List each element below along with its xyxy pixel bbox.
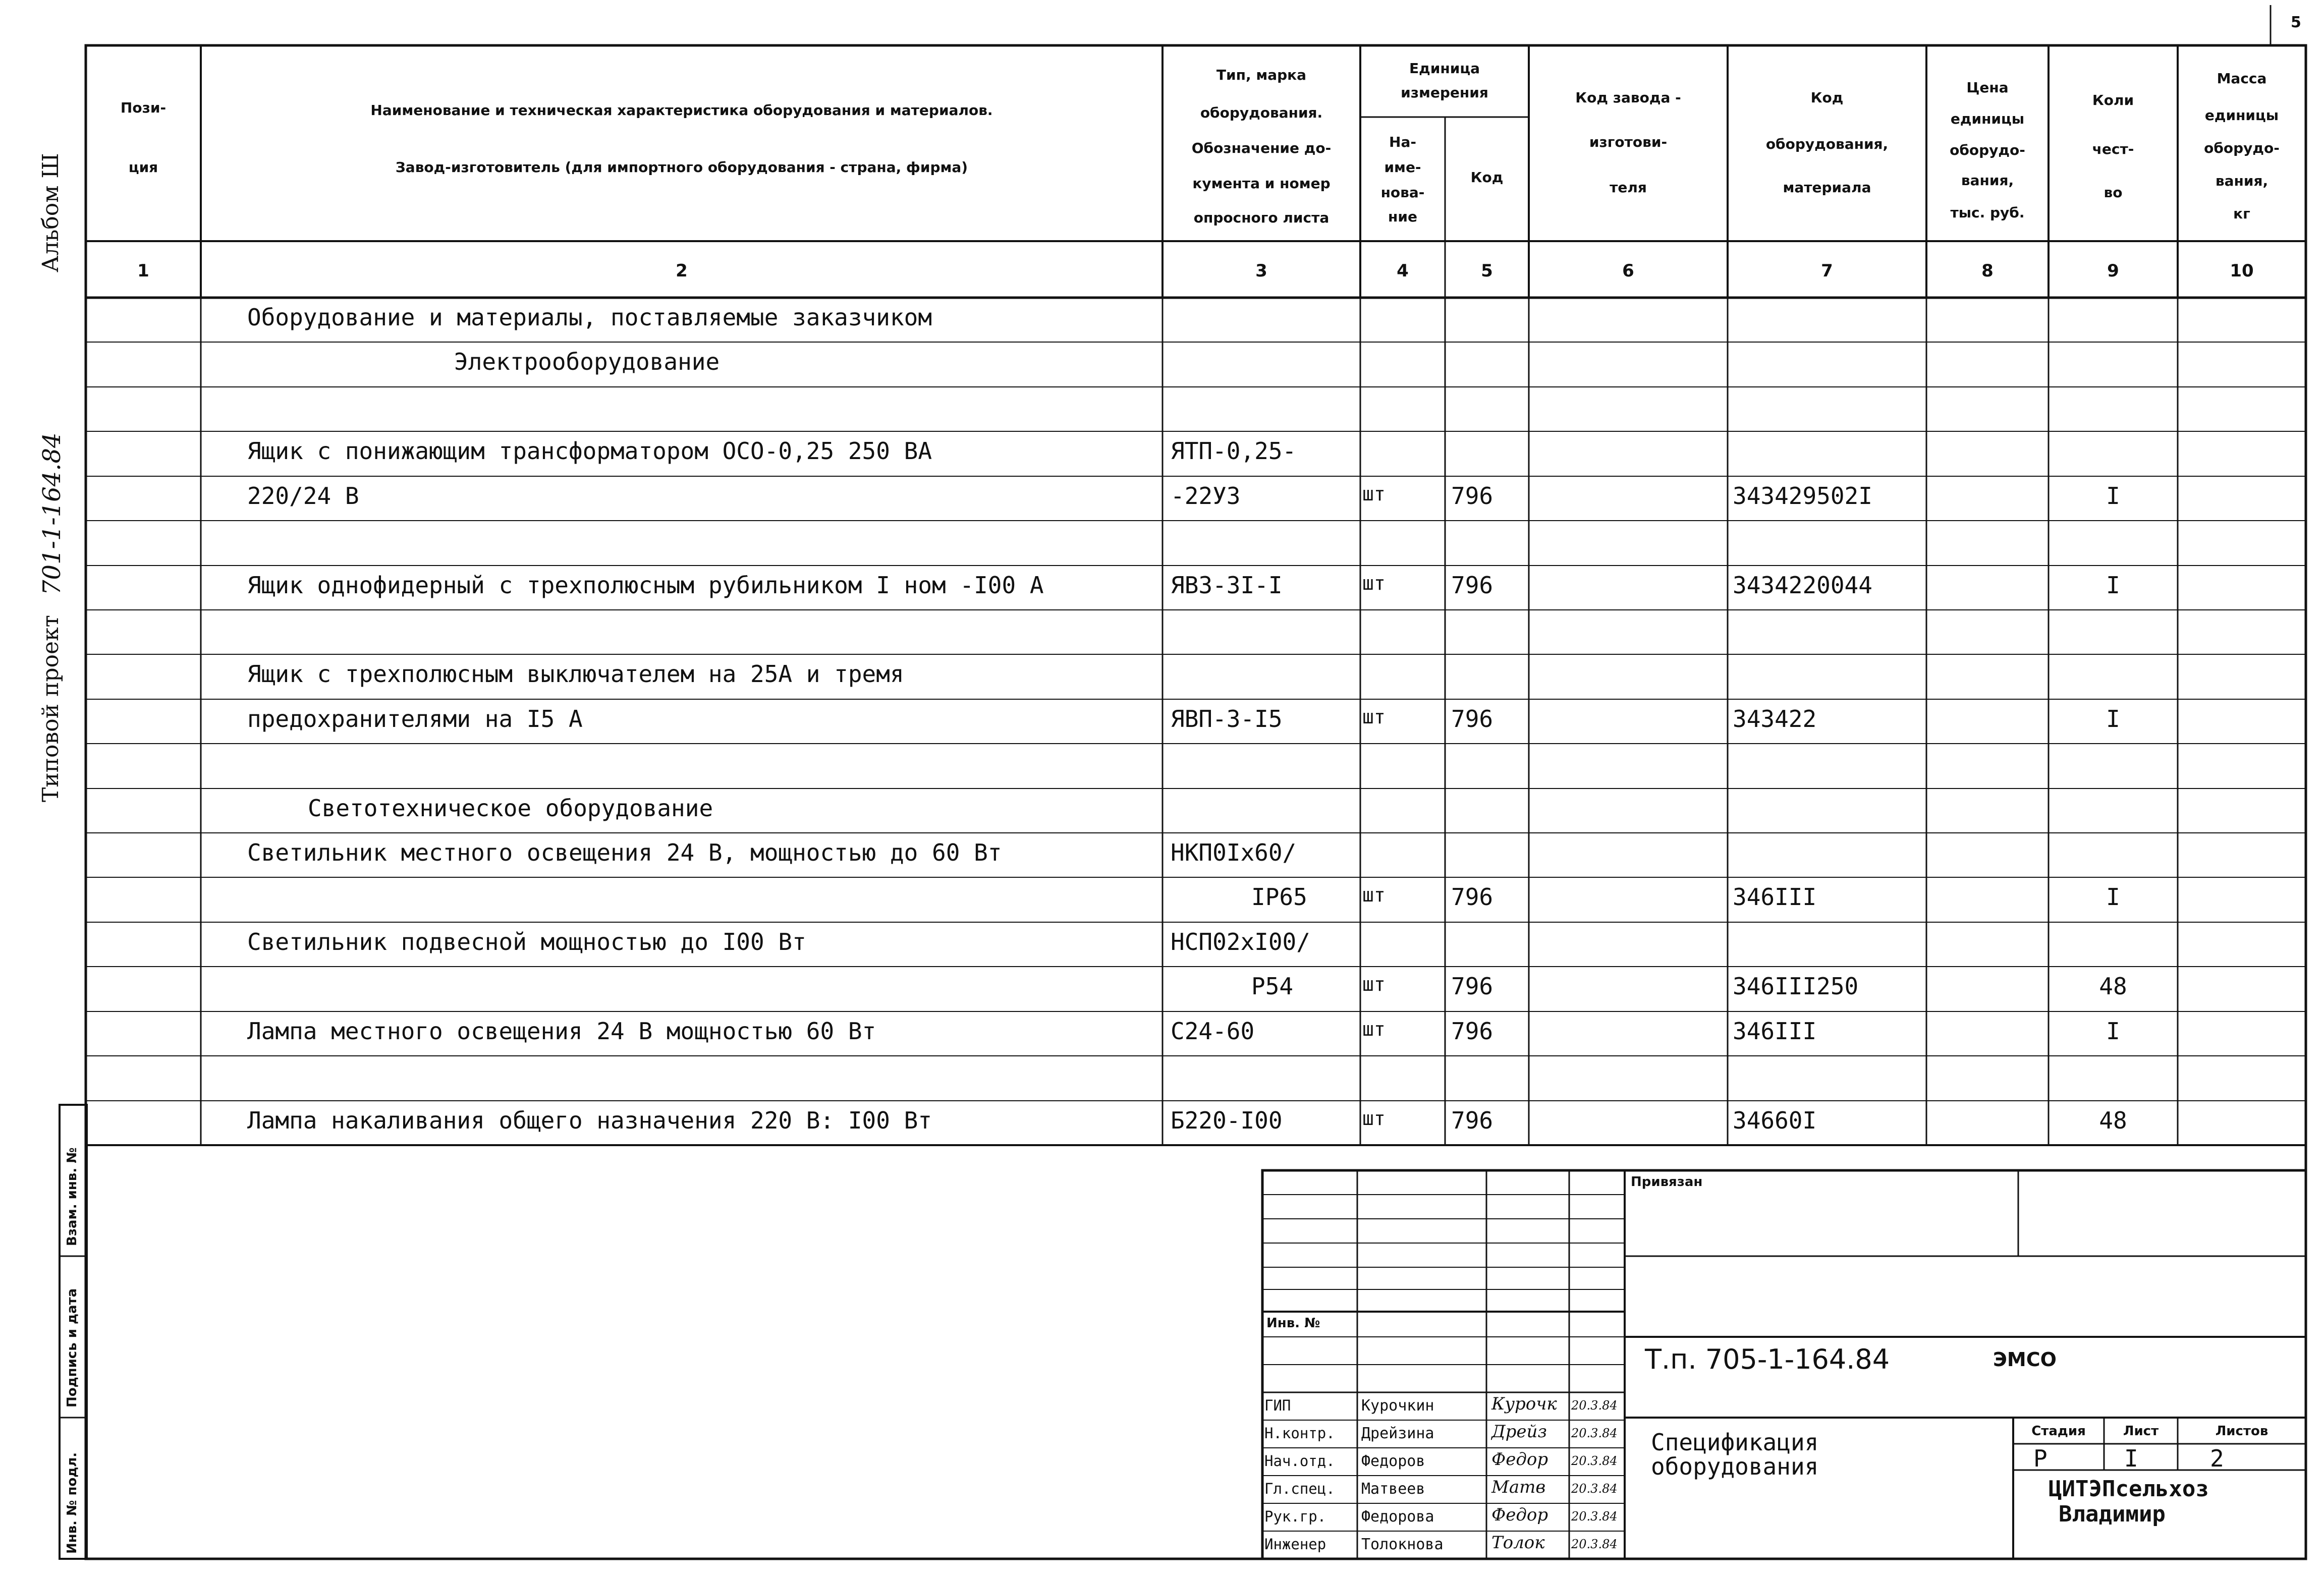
header-col3-line1: Тип, марка [1216,67,1307,83]
stage-value: Р [2033,1445,2048,1472]
row-18-name: Лампа накаливания общего назначения 220 В: I00 Вт [247,1107,932,1134]
row-6-unit: шт [1362,572,1386,594]
row-15-type: Р54 [1251,973,1294,1000]
header-col10-line4: вания, [2215,173,2268,189]
staff-1-sign: Дрейз [1491,1422,1547,1442]
colnum-7: 7 [1821,261,1833,281]
row-6-type: ЯВЗ-3I-I [1171,572,1283,599]
staff-5-sign: Толок [1491,1533,1545,1553]
sheets-value: 2 [2210,1445,2224,1472]
staff-2-name: Федоров [1361,1452,1425,1470]
row-1-name: Электрооборудование [454,348,720,375]
staff-3-role: Гл.спец. [1264,1480,1335,1497]
staff-3-sign: Матв [1491,1477,1546,1497]
row-12-type: НКП0Iх60/ [1171,839,1297,866]
row-11-name: Светотехническое оборудование [308,795,713,822]
header-col7-line2: оборудования, [1765,136,1889,152]
album-label: Альбом Ш [38,153,64,272]
row-15-equip-code: 346III250 [1733,973,1859,1000]
row-6-code: 796 [1451,572,1493,599]
sheet-label: Лист [2123,1424,2159,1439]
colnum-9: 9 [2107,261,2119,281]
org-line1: ЦИТЭПсельхоз [2049,1476,2209,1502]
doc-code: Т.п. 705-1-164.84 [1645,1343,1890,1375]
header-col7-line1: Код [1810,89,1844,106]
header-col8-line4: вания, [1961,172,2014,189]
row-3-name: Ящик с понижающим трансформатором ОСО-0,25 250 ВА [247,437,932,465]
header-unit-line2: измерения [1401,84,1488,101]
row-9-equip-code: 343422 [1733,705,1817,732]
row-18-code: 796 [1451,1107,1493,1134]
project-label: Типовой проект [38,615,64,802]
row-14-type: НСП02хI00/ [1171,928,1310,955]
header-col9-line3: во [2104,184,2123,201]
row-13-code: 796 [1451,883,1493,911]
doc-title-line1: Спецификация [1651,1429,1819,1456]
staff-1-date: 20.3.84 [1571,1426,1618,1440]
row-6-qty: I [2106,572,2120,599]
header-col1-line1: Пози- [120,99,167,116]
row-0-name: Оборудование и материалы, поставляемые заказчиком [247,304,932,331]
staff-0-role: ГИП [1264,1397,1291,1414]
row-9-name: предохранителями на I5 А [247,705,583,732]
row-13-equip-code: 346III [1733,883,1817,911]
staff-2-sign: Федор [1491,1449,1548,1470]
row-4-qty: I [2106,482,2120,510]
row-16-qty: I [2106,1018,2120,1045]
row-13-type: IP65 [1251,883,1307,911]
staff-4-role: Рук.гр. [1264,1508,1326,1525]
header-col7-line3: материала [1783,179,1871,196]
colnum-3: 3 [1255,261,1267,281]
header-col4-line1: На- [1389,134,1416,150]
header-col5: Код [1470,169,1504,186]
row-18-equip-code: 34660I [1733,1107,1817,1134]
page-number: 5 [2291,14,2301,31]
row-6-name: Ящик однофидерный с трехполюсным рубильником I ном -I00 А [247,572,1044,599]
header-col3-line3: Обозначение до- [1191,140,1332,156]
header-col10-line1: Масса [2217,70,2267,87]
stamp-vzam-inv: Взам. инв. № [65,1147,80,1246]
header-col6-line2: изготови- [1589,134,1668,150]
row-18-type: Б220-I00 [1171,1107,1283,1134]
row-14-name: Светильник подвесной мощностью до I00 Вт [247,928,806,955]
staff-0-date: 20.3.84 [1571,1398,1618,1413]
privyazan-label: Привязан [1631,1174,1703,1190]
row-4-code: 796 [1451,482,1493,510]
header-col2-line1: Наименование и техническая характеристика оборудования и материалов. [370,102,993,119]
staff-2-date: 20.3.84 [1571,1454,1618,1468]
stage-label: Стадия [2031,1424,2086,1439]
colnum-5: 5 [1481,261,1493,281]
header-col10-line3: оборудо- [2204,140,2280,156]
inv-no-label: Инв. № [1266,1316,1320,1331]
row-13-unit: шт [1362,884,1386,906]
row-16-type: С24-60 [1171,1018,1255,1045]
row-16-equip-code: 346III [1733,1018,1817,1045]
header-col8-line3: оборудо- [1950,142,2025,158]
staff-5-role: Инженер [1264,1536,1326,1553]
staff-1-role: Н.контр. [1264,1425,1335,1442]
doc-title-line2: оборудования [1651,1453,1819,1480]
header-unit-line1: Единица [1409,60,1480,77]
header-col4-line2: име- [1384,159,1421,176]
staff-2-role: Нач.отд. [1264,1452,1335,1470]
header-col8-line5: тыс. руб. [1950,204,2025,221]
sheets-label: Листов [2215,1424,2268,1439]
row-8-name: Ящик с трехполюсным выключателем на 25А и тремя [247,660,904,688]
project-number: 701-1-164.84 [38,432,66,595]
row-15-qty: 48 [2099,973,2127,1000]
row-6-equip-code: 3434220044 [1733,572,1872,599]
colnum-6: 6 [1622,261,1634,281]
org-line2: Владимир [2059,1501,2166,1527]
row-9-qty: I [2106,705,2120,732]
row-4-equip-code: 343429502I [1733,482,1872,510]
header-col10-line2: единицы [2204,107,2279,124]
staff-3-name: Матвеев [1361,1480,1425,1498]
row-4-unit: шт [1362,483,1386,505]
row-4-name: 220/24 В [247,482,359,510]
colnum-10: 10 [2230,261,2254,281]
staff-5-date: 20.3.84 [1571,1537,1618,1551]
row-18-unit: шт [1362,1107,1386,1130]
stamp-inv-podl: Инв. № подл. [65,1452,80,1554]
staff-4-name: Федорова [1361,1508,1434,1526]
row-16-code: 796 [1451,1018,1493,1045]
header-col9-line2: чест- [2092,141,2134,157]
sheet-value: I [2124,1445,2138,1472]
row-16-unit: шт [1362,1018,1386,1040]
row-16-name: Лампа местного освещения 24 В мощностью 60 Вт [247,1018,876,1045]
header-col6-line3: теля [1610,179,1647,196]
header-col10-line5: кг [2233,205,2250,222]
header-col3-line2: оборудования. [1200,104,1323,121]
row-4-type: -22У3 [1171,482,1241,510]
colnum-8: 8 [1981,261,1994,281]
row-13-qty: I [2106,883,2120,911]
row-3-type: ЯТП-0,25- [1171,437,1297,465]
header-col3-line4: кумента и номер [1192,175,1331,192]
header-col4-line3: нова- [1380,184,1425,201]
header-col8-line2: единицы [1950,110,2025,127]
staff-0-sign: Курочк [1491,1394,1557,1414]
header-col2-line2: Завод-изготовитель (для импортного оборудования - страна, фирма) [395,159,968,176]
colnum-4: 4 [1397,261,1409,281]
staff-3-date: 20.3.84 [1571,1482,1618,1496]
row-18-qty: 48 [2099,1107,2127,1134]
row-9-unit: шт [1362,706,1386,728]
staff-5-name: Толокнова [1361,1536,1444,1553]
row-9-type: ЯВП-3-I5 [1171,705,1283,732]
row-15-unit: шт [1362,973,1386,995]
staff-4-date: 20.3.84 [1571,1509,1618,1524]
row-15-code: 796 [1451,973,1493,1000]
doc-suffix: ЭМСО [1993,1348,2057,1371]
staff-4-sign: Федор [1491,1505,1548,1525]
row-9-code: 796 [1451,705,1493,732]
row-12-name: Светильник местного освещения 24 В, мощностью до 60 Вт [247,839,1002,866]
colnum-1: 1 [137,261,149,281]
colnum-2: 2 [676,261,688,281]
header-col4-line4: ние [1388,208,1417,225]
header-col6-line1: Код завода - [1575,89,1681,106]
stamp-podpis-data: Подпись и дата [65,1288,80,1407]
header-col1-line2: ция [128,159,158,176]
staff-1-name: Дрейзина [1361,1425,1434,1442]
staff-0-name: Курочкин [1361,1397,1434,1415]
header-col3-line5: опросного листа [1193,209,1330,226]
header-col8-line1: Цена [1966,79,2009,96]
header-col9-line1: Коли [2092,92,2134,108]
